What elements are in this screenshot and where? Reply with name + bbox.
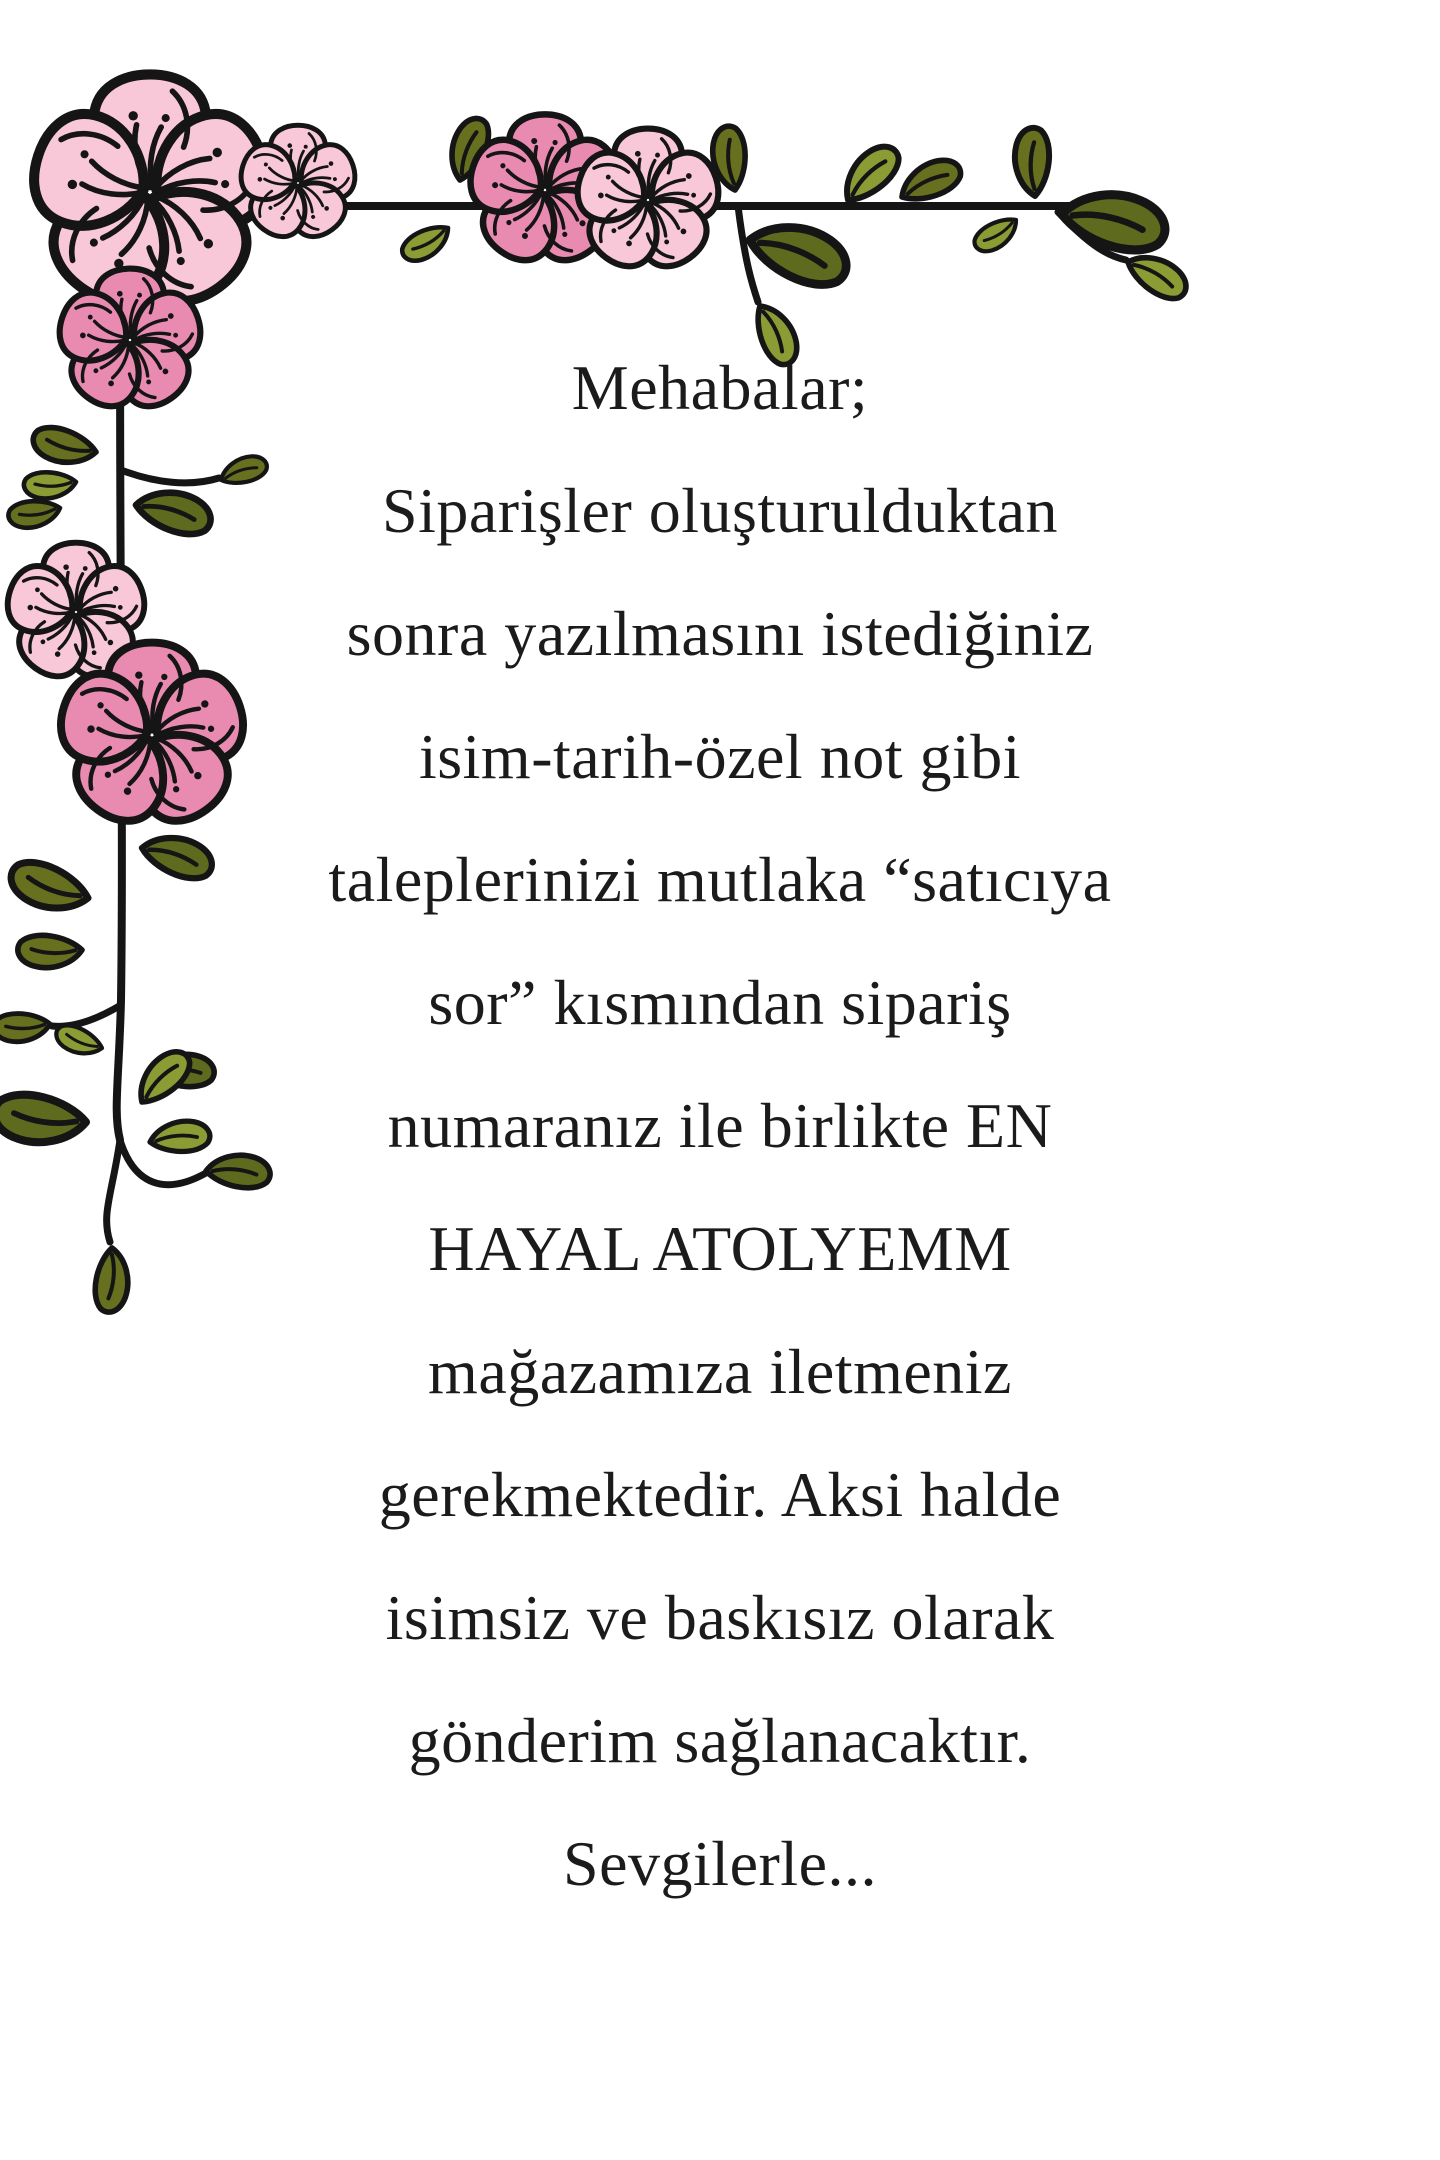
message-line: isimsiz ve baskısız olarak [385, 1582, 1055, 1653]
message-line: sonra yazılmasını istediğiniz [346, 598, 1094, 669]
greeting-line: Mehabalar; [571, 352, 869, 423]
message-line: mağazamıza iletmeniz [428, 1336, 1012, 1407]
message-line: gerekmektedir. Aksi halde [378, 1459, 1062, 1530]
message-line: isim-tarih-özel not gibi [418, 721, 1022, 792]
signoff-line: Sevgilerle... [563, 1828, 877, 1899]
message-line: sor” kısmından sipariş [428, 967, 1012, 1038]
message-line: taleplerinizi mutlaka “satıcıya [328, 844, 1112, 915]
message-line: HAYAL ATOLYEMM [428, 1213, 1012, 1284]
message-line: numaranız ile birlikte EN [387, 1090, 1053, 1161]
message-text [0, 326, 1440, 1925]
message-line: Siparişler oluşturulduktan [381, 475, 1059, 546]
message-line: gönderim sağlanacaktır. [408, 1705, 1032, 1776]
